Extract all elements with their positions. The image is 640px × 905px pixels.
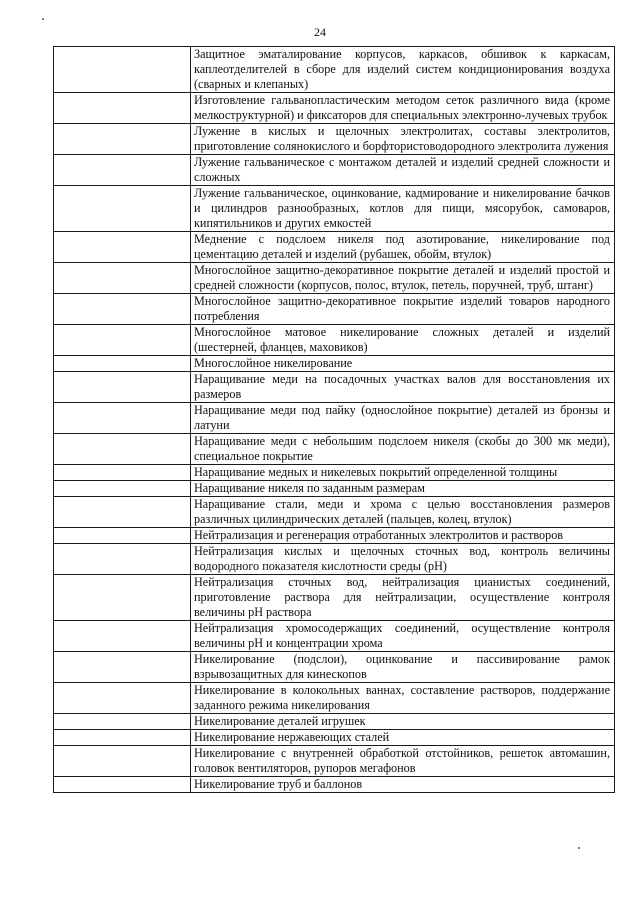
table-row bbox=[54, 621, 615, 652]
operation-cell: Нейтрализация кислых и щелочных сточных вод, контроль величины водородного показателя кислотности среды (pH) bbox=[191, 544, 615, 575]
empty-cell bbox=[54, 263, 191, 294]
operation-cell: Многослойное защитно-декоративное покрытие деталей и изделий простой и средней сложности (корпусов, полос, втулок, петель, поручней, труб, штанг) bbox=[191, 263, 615, 294]
operation-cell: Никелирование деталей игрушек bbox=[191, 714, 615, 730]
table-row bbox=[54, 528, 615, 544]
table-row bbox=[54, 372, 615, 403]
operation-cell: Никелирование с внутренней обработкой отстойников, решеток автомашин, головок вентиляторов, рупоров мегафонов bbox=[191, 746, 615, 777]
empty-cell bbox=[54, 575, 191, 621]
table-row bbox=[54, 356, 615, 372]
table-body bbox=[54, 47, 615, 793]
empty-cell bbox=[54, 93, 191, 124]
empty-cell bbox=[54, 294, 191, 325]
empty-cell bbox=[54, 325, 191, 356]
page-number: 24 bbox=[314, 25, 326, 39]
empty-cell bbox=[54, 544, 191, 575]
operation-cell: Защитное эматалирование корпусов, каркасов, обшивок к каркасам, каплеотделителей в сборе для изделий систем кондиционирования воздуха (сварных и клепаных) bbox=[191, 47, 615, 93]
empty-cell bbox=[54, 232, 191, 263]
table-row bbox=[54, 155, 615, 186]
table-row bbox=[54, 575, 615, 621]
table-row bbox=[54, 465, 615, 481]
empty-cell bbox=[54, 652, 191, 683]
table-row bbox=[54, 730, 615, 746]
table-row bbox=[54, 434, 615, 465]
table-row bbox=[54, 714, 615, 730]
scan-speck bbox=[42, 18, 44, 20]
operation-cell: Многослойное защитно-декоративное покрытие изделий товаров народного потребления bbox=[191, 294, 615, 325]
operation-cell: Наращивание меди на посадочных участках валов для восстановления их размеров bbox=[191, 372, 615, 403]
operation-cell: Многослойное никелирование bbox=[191, 356, 615, 372]
operation-cell: Многослойное матовое никелирование сложных деталей и изделий (шестерней, фланцев, маховиков) bbox=[191, 325, 615, 356]
operation-cell: Лужение гальваническое, оцинкование, кадмирование и никелирование бачков и цилиндров разнообразных, котлов для пищи, мясорубок, самоваров, кипятильников и других емкостей bbox=[191, 186, 615, 232]
operation-cell: Наращивание никеля по заданным размерам bbox=[191, 481, 615, 497]
table-row bbox=[54, 403, 615, 434]
empty-cell bbox=[54, 683, 191, 714]
table-row bbox=[54, 652, 615, 683]
empty-cell bbox=[54, 155, 191, 186]
operation-cell: Нейтрализация хромосодержащих соединений, осуществление контроля величины pH и концентрации хрома bbox=[191, 621, 615, 652]
empty-cell bbox=[54, 124, 191, 155]
empty-cell bbox=[54, 621, 191, 652]
scan-speck bbox=[578, 847, 580, 849]
empty-cell bbox=[54, 434, 191, 465]
table-row bbox=[54, 777, 615, 793]
empty-cell bbox=[54, 481, 191, 497]
operation-cell: Наращивание медных и никелевых покрытий определенной толщины bbox=[191, 465, 615, 481]
empty-cell bbox=[54, 403, 191, 434]
empty-cell bbox=[54, 47, 191, 93]
operation-cell: Меднение с подслоем никеля под азотирование, никелирование под цементацию деталей и изделий (рубашек, обойм, втулок) bbox=[191, 232, 615, 263]
table-row bbox=[54, 683, 615, 714]
table-row bbox=[54, 93, 615, 124]
operation-cell: Нейтрализация и регенерация отработанных электролитов и растворов bbox=[191, 528, 615, 544]
table-row bbox=[54, 232, 615, 263]
operation-cell: Лужение гальваническое с монтажом деталей и изделий средней сложности и сложных bbox=[191, 155, 615, 186]
operation-cell: Никелирование в колокольных ваннах, составление растворов, поддержание заданного режима никелирования bbox=[191, 683, 615, 714]
operation-cell: Наращивание меди с небольшим подслоем никеля (скобы до 300 мк меди), специальное покрытие bbox=[191, 434, 615, 465]
empty-cell bbox=[54, 465, 191, 481]
empty-cell bbox=[54, 714, 191, 730]
empty-cell bbox=[54, 356, 191, 372]
empty-cell bbox=[54, 746, 191, 777]
operation-cell: Лужение в кислых и щелочных электролитах, составы электролитов, приготовление солянокислого и борфтористоводородного электролита лужения bbox=[191, 124, 615, 155]
table-row bbox=[54, 294, 615, 325]
operation-cell: Никелирование (подслои), оцинкование и пассивирование рамок взрывозащитных для кинескопов bbox=[191, 652, 615, 683]
empty-cell bbox=[54, 730, 191, 746]
table-row bbox=[54, 186, 615, 232]
empty-cell bbox=[54, 777, 191, 793]
table-row bbox=[54, 481, 615, 497]
empty-cell bbox=[54, 186, 191, 232]
operation-cell: Никелирование нержавеющих сталей bbox=[191, 730, 615, 746]
table-row bbox=[54, 47, 615, 93]
empty-cell bbox=[54, 497, 191, 528]
table-row bbox=[54, 325, 615, 356]
table-row bbox=[54, 124, 615, 155]
operation-cell: Изготовление гальванопластическим методом сеток различного вида (кроме мелкоструктурной) и фиксаторов для специальных электронно-лучевых трубок bbox=[191, 93, 615, 124]
operation-cell: Наращивание меди под пайку (однослойное покрытие) деталей из бронзы и латуни bbox=[191, 403, 615, 434]
table-row bbox=[54, 263, 615, 294]
content-table bbox=[53, 46, 615, 793]
table-row bbox=[54, 544, 615, 575]
empty-cell bbox=[54, 528, 191, 544]
table-row bbox=[54, 497, 615, 528]
operation-cell: Нейтрализация сточных вод, нейтрализация цианистых соединений, приготовление раствора для нейтрализации, осуществление контроля величины pH раствора bbox=[191, 575, 615, 621]
empty-cell bbox=[54, 372, 191, 403]
operation-cell: Никелирование труб и баллонов bbox=[191, 777, 615, 793]
operation-cell: Наращивание стали, меди и хрома с целью восстановления размеров различных цилиндрических деталей (пальцев, колец, втулок) bbox=[191, 497, 615, 528]
table-row bbox=[54, 746, 615, 777]
